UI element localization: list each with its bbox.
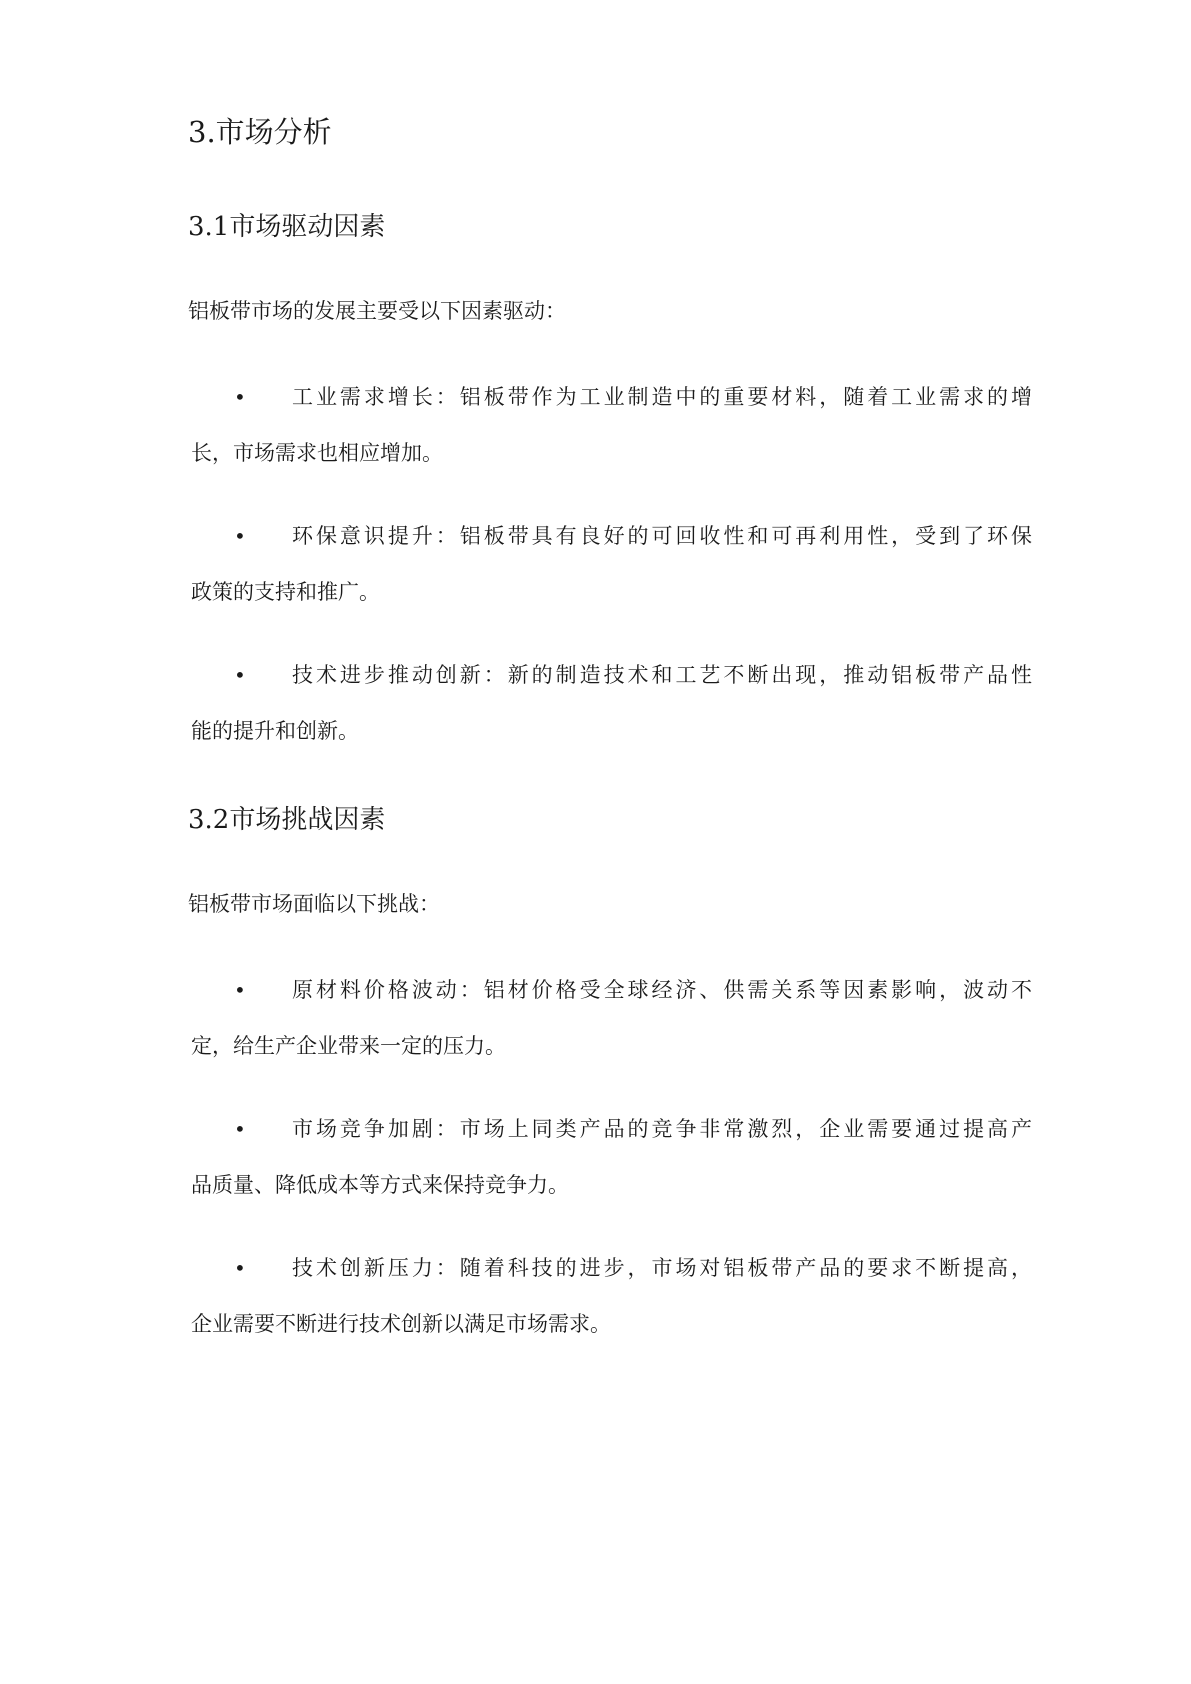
drivers-intro-paragraph: 铝板带市场的发展主要受以下因素驱动：: [188, 299, 566, 323]
challenges-intro-paragraph: 铝板带市场面临以下挑战：: [188, 892, 440, 916]
list-item-text-continuation: 能的提升和创新。: [191, 719, 359, 743]
list-item-text: 原材料价格波动：铝材价格受全球经济、供需关系等因素影响，波动不: [292, 978, 1032, 1002]
list-item-text: 环保意识提升：铝板带具有良好的可回收性和可再利用性，受到了环保: [292, 524, 1032, 548]
list-item-text-continuation: 品质量、降低成本等方式来保持竞争力。: [191, 1173, 569, 1197]
section-title: 3.市场分析: [188, 115, 332, 149]
list-item-text-continuation: 企业需要不断进行技术创新以满足市场需求。: [191, 1312, 611, 1336]
bullet-marker: •: [234, 1117, 246, 1141]
list-item-text: 工业需求增长：铝板带作为工业制造中的重要材料，随着工业需求的增: [292, 385, 1032, 409]
list-item-text: 技术创新压力：随着科技的进步，市场对铝板带产品的要求不断提高，: [292, 1256, 1032, 1280]
list-item-text-continuation: 定，给生产企业带来一定的压力。: [191, 1034, 506, 1058]
bullet-marker: •: [234, 385, 246, 409]
list-item-text-continuation: 政策的支持和推广。: [191, 580, 380, 604]
list-item-text: 市场竞争加剧：市场上同类产品的竞争非常激烈，企业需要通过提高产: [292, 1117, 1032, 1141]
subsection-heading-drivers: 3.1市场驱动因素: [188, 212, 386, 242]
list-item-text: 技术进步推动创新：新的制造技术和工艺不断出现，推动铝板带产品性: [292, 663, 1032, 687]
bullet-marker: •: [234, 524, 246, 548]
bullet-marker: •: [234, 663, 246, 687]
bullet-marker: •: [234, 1256, 246, 1280]
subsection-heading-challenges: 3.2市场挑战因素: [188, 805, 386, 835]
list-item-text-continuation: 长，市场需求也相应增加。: [191, 441, 443, 465]
bullet-marker: •: [234, 978, 246, 1002]
